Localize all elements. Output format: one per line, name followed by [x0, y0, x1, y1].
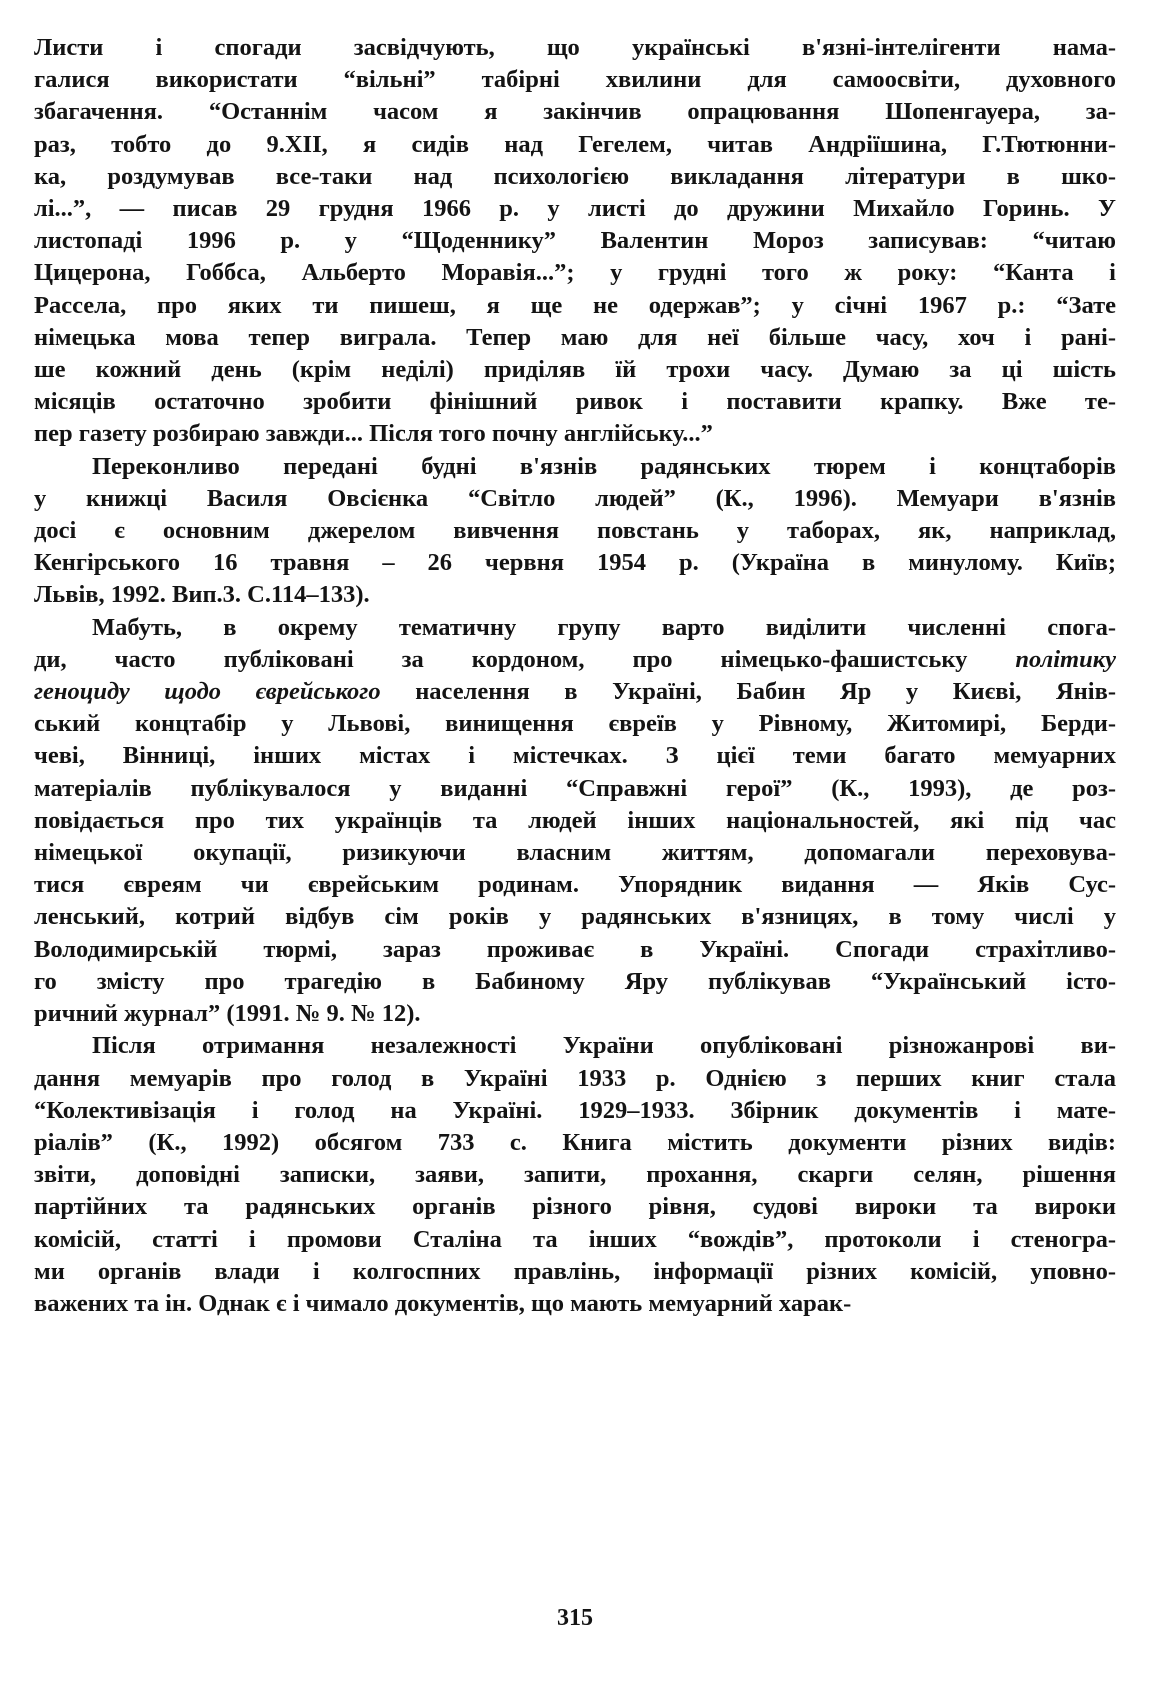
text-line: тися євреям чи єврейським родинам. Упорядник видання — Яків Сус-	[34, 871, 1116, 899]
text-line: партійних та радянських органів різного рівня, судові вироки та вироки	[34, 1193, 1116, 1221]
text-line: Мабуть, в окрему тематичну групу варто виділити численні спога-	[92, 613, 1116, 641]
italic-segment: геноциду щодо єврейського	[34, 678, 381, 706]
text-line: ше кожний день (крім неділі) приділяв їй трохи часу. Думаю за ці шість	[34, 356, 1116, 384]
paragraph	[34, 32, 1116, 451]
text-line: у книжці Василя Овсієнка “Світло людей” (К., 1996). Мемуари в'язнів	[34, 484, 1116, 512]
text-line: Рассела, про яких ти пишеш, я ще не одержав”; у січні 1967 р.: “Зате	[34, 291, 1116, 319]
paragraph	[34, 1030, 1116, 1320]
text-line: ленський, котрий відбув сім років у радянських в'язницях, в тому числі у	[34, 903, 1116, 931]
document-page	[34, 32, 1116, 1652]
text-line: галися використати “вільні” табірні хвилини для самоосвіти, духовного	[34, 66, 1116, 94]
italic-segment: політику	[1015, 645, 1116, 673]
text-line: Цицерона, Гоббса, Альберто Моравія...”; у грудні того ж року: “Канта і	[34, 259, 1116, 287]
text-line: ми органів влади і колгоспних правлінь, інформації різних комісій, уповно-	[34, 1257, 1116, 1285]
text-line: лі...”, — писав 29 грудня 1966 р. у листі до дружини Михайло Горинь. У	[34, 195, 1116, 223]
paragraph	[34, 612, 1116, 1031]
text-line: місяців остаточно зробити фінішний ривок і поставити крапку. Вже те-	[34, 388, 1116, 416]
text-line: пер газету розбираю завжди... Після того почну англійську...”	[34, 420, 713, 448]
text-line: Львів, 1992. Вип.3. С.114–133).	[34, 581, 370, 609]
text-segment: населення в Україні, Бабин Яр у Києві, Янів-	[380, 678, 1116, 706]
text-line: досі є основним джерелом вивчення повстань у таборах, як, наприклад,	[34, 517, 1116, 545]
text-line: Після отримання незалежності України опубліковані різножанрові ви-	[92, 1032, 1116, 1060]
text-line: звіти, доповідні записки, заяви, запити, прохання, скарги селян, рішення	[34, 1161, 1116, 1189]
text-segment: ди, часто публіковані за кордоном, про німецько-фашистську	[34, 645, 1016, 673]
paragraph	[34, 451, 1116, 612]
text-line: Листи і спогади засвідчують, що українські в'язні-інтелігенти нама-	[34, 34, 1116, 61]
text-line: ка, роздумував все-таки над психологією викладання літератури в шко-	[34, 162, 1116, 190]
text-line: “Колективізація і голод на Україні. 1929–1933. Збірник документів і мате-	[34, 1096, 1116, 1124]
text-line: го змісту про трагедію в Бабиному Яру публікував “Український істо-	[34, 967, 1116, 995]
text-line: збагачення. “Останнім часом я закінчив опрацювання Шопенгауера, за-	[34, 98, 1116, 126]
text-line: Кенгірського 16 травня – 26 червня 1954 р. (Україна в минулому. Київ;	[34, 549, 1116, 577]
text-line: Володимирській тюрмі, зараз проживає в Україні. Спогади страхітливо-	[34, 935, 1116, 963]
page-number: 315	[557, 1605, 593, 1631]
text-line: листопаді 1996 р. у “Щоденнику” Валентин Мороз записував: “читаю	[34, 227, 1116, 255]
text-line	[34, 676, 1116, 708]
text-line: німецька мова тепер виграла. Тепер маю для неї більше часу, хоч і рані-	[34, 323, 1116, 351]
text-line: раз, тобто до 9.ХІІ, я сидів над Гегелем, читав Андріїшина, Г.Тютюнни-	[34, 130, 1116, 158]
text-line: ський концтабір у Львові, винищення євреїв у Рівному, Житомирі, Берди-	[34, 710, 1116, 738]
text-line: чеві, Вінниці, інших містах і містечках. З цієї теми багато мемуарних	[34, 742, 1116, 770]
text-line: німецької окупації, ризикуючи власним життям, допомагали переховува-	[34, 839, 1116, 867]
text-line: важених та ін. Однак є і чимало документів, що мають мемуарний харак-	[34, 1289, 852, 1317]
text-line: матеріалів публікувалося у виданні “Справжні герої” (К., 1993), де роз-	[34, 774, 1116, 802]
text-line: дання мемуарів про голод в Україні 1933 р. Однією з перших книг стала	[34, 1064, 1116, 1092]
text-line: ріалів” (К., 1992) обсягом 733 с. Книга містить документи різних видів:	[34, 1128, 1116, 1156]
text-line: комісій, статті і промови Сталіна та інших “вождів”, протоколи і стеногра-	[34, 1225, 1116, 1253]
text-line: Переконливо передані будні в'язнів радянських тюрем і концтаборів	[92, 452, 1116, 480]
text-line: повідається про тих українців та людей інших національностей, які під час	[34, 806, 1116, 834]
body-text	[34, 32, 1116, 1320]
text-line	[34, 644, 1116, 676]
text-line: ричний журнал” (1991. № 9. № 12).	[34, 1000, 421, 1028]
